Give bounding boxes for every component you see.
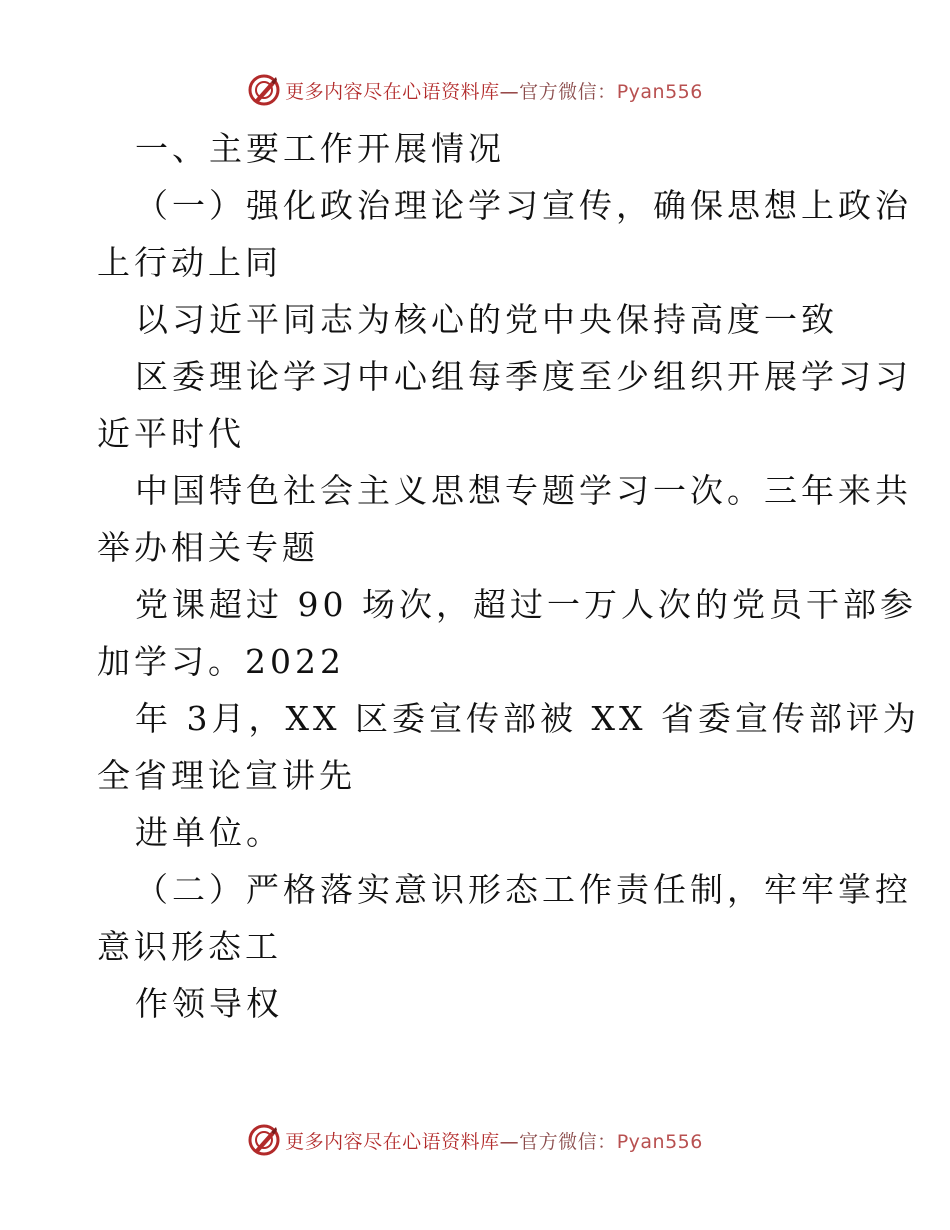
body-line: 一、主要工作开展情况 (135, 129, 505, 168)
banner-separator: — (499, 80, 520, 103)
body-line: （一）强化政治理论学习宣传，确保思想上政治 (135, 186, 912, 225)
body-line: 区委理论学习中心组每季度至少组织开展学习习 (135, 357, 912, 396)
body-line: 意识形态工 (97, 927, 282, 966)
banner-brand: 更多内容尽在心语资料库 (285, 80, 500, 103)
body-line: 近平时代 (97, 414, 245, 453)
body-line: 党课超过 90 场次，超过一万人次的党员干部参 (135, 585, 917, 624)
body-line: 全省理论宣讲先 (97, 756, 356, 795)
banner-wechat-label: 官方微信： (519, 1130, 617, 1153)
body-line: 作领导权 (135, 984, 283, 1023)
body-line: （二）严格落实意识形态工作责任制，牢牢掌控 (135, 870, 912, 909)
banner-text (285, 1127, 703, 1154)
banner-separator: — (499, 1130, 520, 1153)
document-body (97, 120, 920, 1032)
banner-wechat-label: 官方微信： (519, 80, 617, 103)
banner-text (285, 77, 703, 104)
banner-wechat-id: Pyan556 (616, 1130, 703, 1153)
banner-wechat-id: Pyan556 (616, 80, 703, 103)
body-line: 中国特色社会主义思想专题学习一次。三年来共 (135, 471, 912, 510)
body-line: 进单位。 (135, 813, 283, 852)
footer-watermark-banner (0, 1120, 950, 1160)
body-line: 上行动上同 (97, 243, 282, 282)
body-line: 以习近平同志为核心的党中央保持高度一致 (135, 300, 838, 339)
pen-circle-logo-icon (247, 73, 281, 107)
body-line: 年 3月，XX 区委宣传部被 XX 省委宣传部评为 (135, 699, 920, 738)
body-line: 举办相关专题 (97, 528, 319, 567)
banner-brand: 更多内容尽在心语资料库 (285, 1130, 500, 1153)
pen-circle-logo-icon (247, 1123, 281, 1157)
header-watermark-banner (0, 70, 950, 110)
body-line: 加学习。2022 (97, 642, 345, 681)
